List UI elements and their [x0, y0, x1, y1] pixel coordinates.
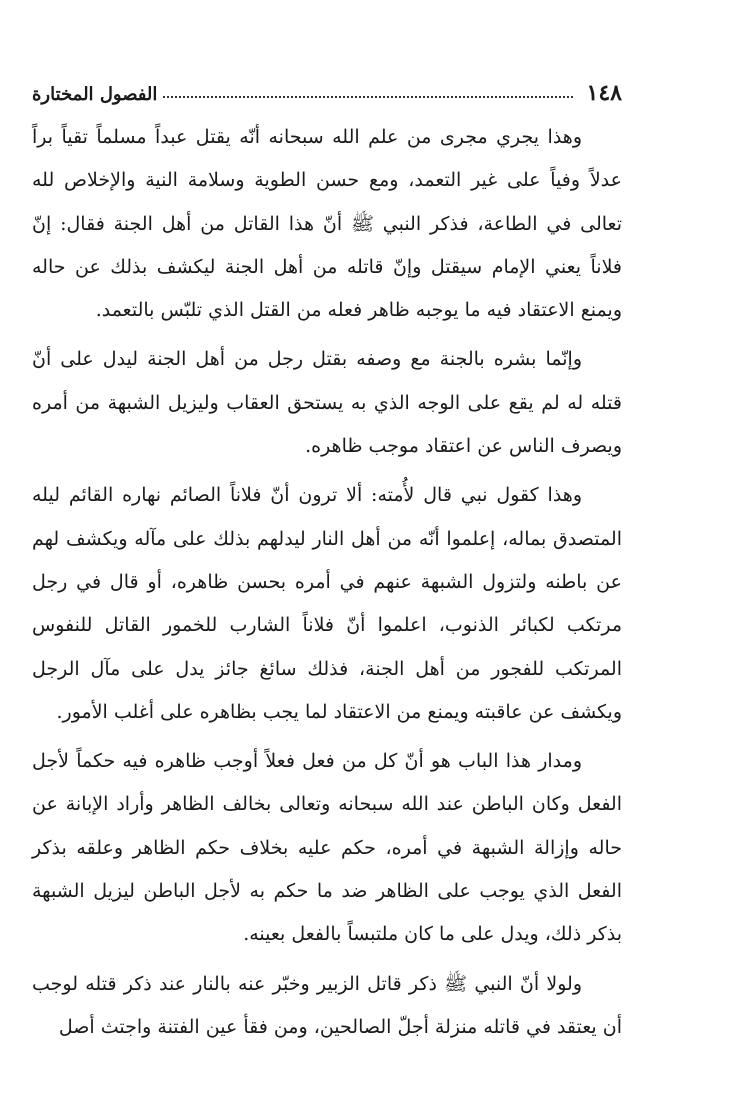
book-page — [32, 62, 622, 1062]
paragraph-5: ولولا أنّ النبي ﷺ ذكر قاتل الزبير وخبّر عنه بالنار عند ذكر قتله لوجب أن يعتقد في قاتله منزلة أجلّ الصالحين، ومن فقأ عين الفتنة واجتث أصل — [32, 972, 622, 1038]
body-text — [32, 116, 622, 1049]
book-title: الفصول المختارة — [32, 84, 158, 105]
header-dotted-leader — [163, 96, 572, 98]
running-header — [32, 62, 622, 104]
paragraph-4: ومدار هذا الباب هو أنّ كل من فعل فعلاً أوجب ظاهره فيه حكماً لأجل الفعل وكان الباطن عند الله سبحانه وتعالى بخالف الظاهر وأراد الإبانة عن حاله وإزالة الشبهة في أمره، حكم عليه بخلاف حكم الظاهر وعلقه بذكر الفعل الذي يوجب على الظاهر ضد ما حكم به لأجل الباطن ليزيل الشبهة بذكر ذلك، ويدل على ما كان ملتبساً بالفعل بعينه. — [32, 750, 623, 946]
page-number: ١٤٨ — [586, 80, 622, 106]
paragraph-1: وهذا يجري مجرى من علم الله سبحانه أنّه يقتل عبداً مسلماً تقياً براً عدلاً وفياً على غير التعمد، ومع حسن الطوية وسلامة النية والإخلاص لله تعالى في الطاعة، فذكر النبي ﷺ أنّ هذا القاتل من أهل الجنة فقال: إنّ فلاناً يعني الإمام سيقتل وإنّ قاتله من أهل الجنة ليكشف بذلك عن حاله ويمنع الاعتقاد فيه ما يوجبه ظاهر فعله من القتل الذي تلبّس بالتعمد. — [32, 126, 622, 322]
paragraph-3: وهذا كقول نبي قال لأُمته: ألا ترون أنّ فلاناً الصائم نهاره القائم ليله المتصدق بماله، إعلموا أنّه من أهل النار ليدلهم بذلك على مآله ويكشف لهم عن باطنه ولتزول الشبهة عنهم في أمره بحسن ظاهره، أو قال في رجل مرتكب لكبائر الذنوب، اعلموا أنّ فلاناً الشارب للخمور القاتل للنفوس المرتكب للفجور من أهل الجنة، فذلك سائغ جائز يدل على مآل الرجل ويكشف عن عاقبته ويمنع من الاعتقاد لما يجب بظاهره على أغلب الأمور. — [32, 484, 623, 723]
paragraph-2: وإنّما بشره بالجنة مع وصفه بقتل رجل من أهل الجنة ليدل على أنّ قتله له لم يقع على الوجه الذي به يستحق العقاب وليزيل الشبهة من أمره ويصرف الناس عن اعتقاد موجب ظاهره. — [32, 348, 622, 458]
